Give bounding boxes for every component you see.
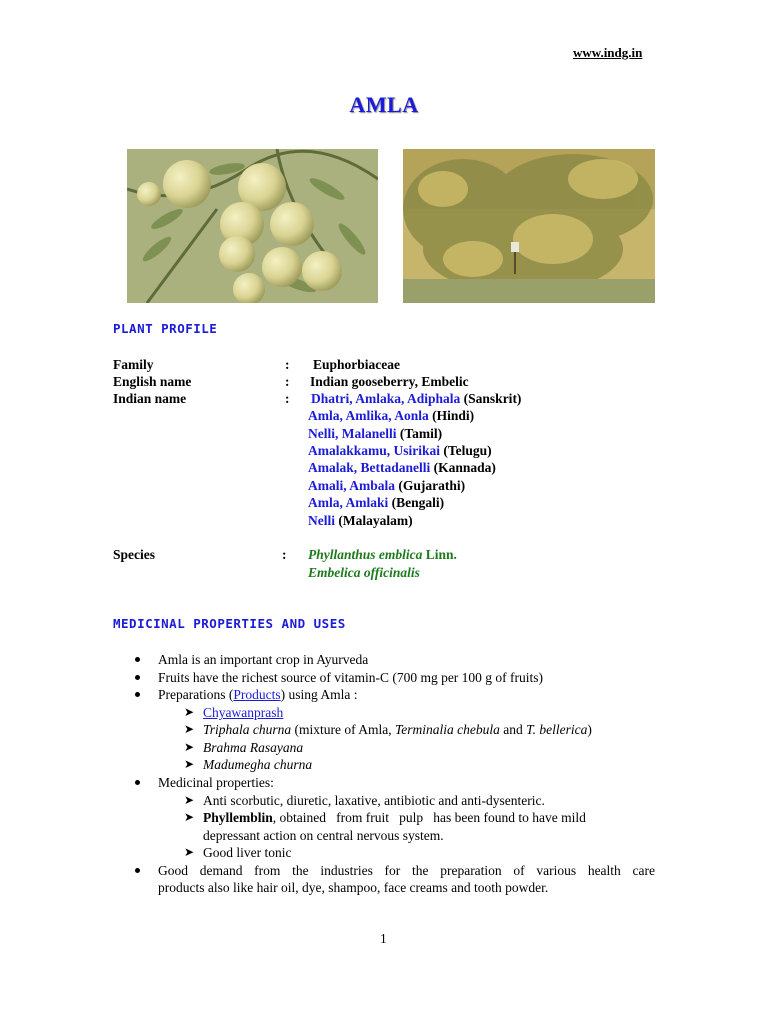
bullet-medicinal-properties: Medicinal properties: bbox=[158, 775, 274, 790]
amla-tree-photo bbox=[403, 149, 655, 303]
medicinal-heading: MEDICINAL PROPERTIES AND USES bbox=[113, 616, 346, 631]
page-title: AMLA bbox=[349, 92, 419, 117]
indian-name-tamil: Nelli, Malanelli (Tamil) bbox=[308, 426, 443, 441]
bullet-icon bbox=[135, 657, 140, 662]
brahma-rasayana-item: Brahma Rasayana bbox=[203, 740, 304, 755]
bullet-vitamin-c: Fruits have the richest source of vitamin-C (700 mg per 100 g of fruits) bbox=[158, 670, 544, 685]
indian-name-colon: : bbox=[285, 391, 290, 406]
indian-name-bengali: Amla, Amlaki (Bengali) bbox=[308, 495, 445, 510]
bullet-icon bbox=[135, 868, 140, 873]
indian-name-hindi: Amla, Amlika, Aonla (Hindi) bbox=[308, 408, 475, 423]
amla-fruits-photo bbox=[127, 149, 378, 303]
family-value: Euphorbiaceae bbox=[313, 357, 401, 372]
english-name-value: Indian gooseberry, Embelic bbox=[310, 374, 469, 389]
bullet-preparations: Preparations (Products) using Amla : bbox=[158, 687, 358, 702]
bullet-icon bbox=[135, 675, 140, 680]
arrow-bullet-icon: ➤ bbox=[184, 740, 195, 754]
english-name-colon: : bbox=[285, 374, 290, 389]
indian-name-sanskrit: Dhatri, Amlaka, Adiphala (Sanskrit) bbox=[311, 391, 522, 406]
bullet-ayurveda: Amla is an important crop in Ayurveda bbox=[158, 652, 369, 667]
products-link[interactable]: Products bbox=[233, 687, 281, 702]
indian-name-label: Indian name bbox=[113, 391, 187, 406]
arrow-bullet-icon: ➤ bbox=[184, 793, 195, 807]
property-anti-scorbutic: Anti scorbutic, diuretic, laxative, antibiotic and anti-dysenteric. bbox=[203, 793, 545, 808]
indian-name-telugu: Amalakkamu, Usirikai (Telugu) bbox=[308, 443, 492, 458]
arrow-bullet-icon: ➤ bbox=[184, 810, 195, 824]
english-name-label: English name bbox=[113, 374, 192, 389]
bullet-industry-demand: Good demand from the industries for the preparation of various health care bbox=[158, 863, 655, 878]
arrow-bullet-icon: ➤ bbox=[184, 757, 195, 771]
indian-name-malayalam: Nelli (Malayalam) bbox=[308, 513, 413, 528]
plant-profile-heading: PLANT PROFILE bbox=[113, 321, 218, 336]
madumegha-item: Madumegha churna bbox=[203, 757, 313, 772]
property-liver-tonic: Good liver tonic bbox=[203, 845, 292, 860]
family-label: Family bbox=[113, 357, 154, 372]
property-phyllemblin-cont: depressant action on central nervous system. bbox=[203, 828, 444, 843]
arrow-bullet-icon: ➤ bbox=[184, 705, 195, 719]
species-label: Species bbox=[113, 547, 155, 562]
arrow-bullet-icon: ➤ bbox=[184, 845, 195, 859]
bullet-industry-demand-cont: products also like hair oil, dye, shampoo, face creams and tooth powder. bbox=[158, 880, 549, 895]
property-phyllemblin: Phyllemblin, obtained from fruit pulp has been found to have mild bbox=[203, 810, 586, 825]
indian-name-kannada: Amalak, Bettadanelli (Kannada) bbox=[308, 460, 496, 475]
species-primary: Phyllanthus emblica Linn. bbox=[308, 547, 457, 562]
species-colon: : bbox=[282, 547, 287, 562]
species-synonym: Embelica officinalis bbox=[308, 565, 420, 580]
indian-name-gujarathi: Amali, Ambala (Gujarathi) bbox=[308, 478, 466, 493]
bullet-icon bbox=[135, 780, 140, 785]
site-url-link[interactable]: www.indg.in bbox=[573, 45, 643, 60]
arrow-bullet-icon: ➤ bbox=[184, 722, 195, 736]
triphala-item: Triphala churna (mixture of Amla, Terminalia chebula and T. bellerica) bbox=[203, 722, 592, 737]
chyawanprash-link[interactable]: Chyawanprash bbox=[203, 705, 284, 720]
family-colon: : bbox=[285, 357, 290, 372]
bullet-icon bbox=[135, 692, 140, 697]
page-number: 1 bbox=[380, 931, 387, 946]
